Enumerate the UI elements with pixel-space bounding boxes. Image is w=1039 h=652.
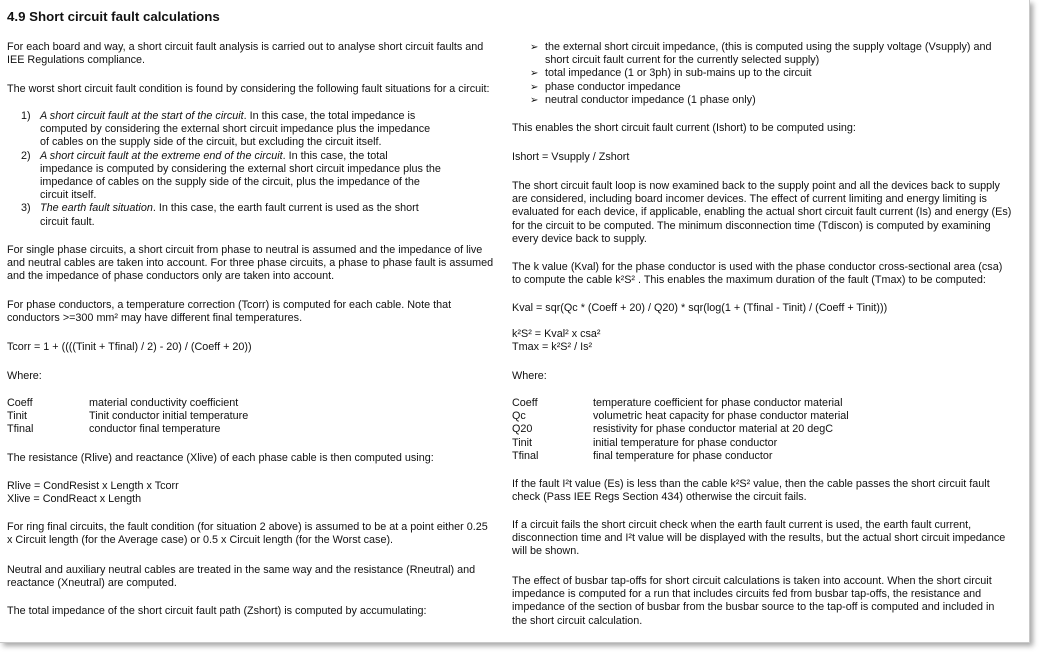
- definition-desc: material conductivity coefficient: [89, 397, 239, 409]
- definition-term: Coeff: [512, 397, 538, 409]
- case-heading: The earth fault situation: [40, 202, 153, 215]
- ishort-intro: This enables the short circuit fault current (Ishort) to be computed using:: [512, 122, 856, 134]
- busbar-paragraph: The effect of busbar tap-offs for short circuit calculations is taken into account. When the short circuit impedance is computed for a run that includes circuits fed from busbar tap-offs, the resistance and impedance of the section of busbar from the busbar source to the tap-off is computed and included in the short circuit calculation.: [512, 575, 995, 627]
- definition-term: Q20: [512, 423, 533, 436]
- definition-term: Tfinal: [7, 423, 34, 436]
- intro-paragraph: For each board and way, a short circuit fault analysis is carried out to analyse short circuit faults and IEE Regulations compliance.: [7, 41, 484, 67]
- chevron-right-icon: ➢: [530, 94, 539, 106]
- definition-row: [512, 423, 849, 436]
- ishort-formula: Ishort = Vsupply / Zshort: [512, 151, 630, 163]
- chevron-right-icon: ➢: [530, 42, 539, 53]
- definition-term: Tinit: [7, 410, 27, 423]
- bullet-text: the external short circuit impedance, (this is computed using the supply voltage (Vsupply) and short circuit fault current for the currently selected supply): [545, 41, 992, 67]
- definition-row: [512, 450, 849, 463]
- section-title: 4.9 Short circuit fault calculations: [7, 9, 220, 24]
- total-impedance-paragraph: The total impedance of the short circuit fault path (Zshort) is computed by accumulating:: [7, 605, 427, 617]
- case-heading: A short circuit fault at the start of the circuit: [40, 110, 244, 122]
- where-label: Where:: [7, 370, 42, 382]
- definition-desc: final temperature for phase conductor: [593, 449, 773, 462]
- impedance-bullet-list: [530, 41, 1000, 107]
- definition-desc: temperature coefficient for phase conductor material: [593, 397, 843, 409]
- definition-desc: initial temperature for phase conductor: [593, 436, 778, 449]
- i2t-paragraph: If the fault I²t value (Es) is less than the cable k²S² value, then the cable passes the short circuit fault check (Pass IEE Regs Section 434) otherwise the circuit fails.: [512, 478, 990, 504]
- bullet-item: [530, 41, 1000, 67]
- definition-term: Tfinal: [512, 449, 539, 462]
- chevron-right-icon: ➢: [530, 81, 539, 93]
- bullet-text: total impedance (1 or 3ph) in sub-mains up to the circuit: [545, 67, 812, 80]
- case-text: . In this case, the total impedance is computed by considering the external short circuit impedance plus the impedance of cables on the supply side of the circuit, but excluding the circuit itself.: [40, 110, 431, 149]
- single-phase-paragraph: For single phase circuits, a short circuit from phase to neutral is assumed and the impedance of live and neutral cables are taken into account. For three phase circuits, a phase to phase fault is assumed and the impedance of phase conductors only are taken into account.: [7, 244, 494, 283]
- definition-row: [512, 437, 849, 450]
- k2s2-formula: k²S² = Kval² x csa²: [512, 328, 601, 340]
- definition-row: [7, 410, 248, 423]
- kval-paragraph: The k value (Kval) for the phase conductor is used with the phase conductor cross-sectional area (csa) to compute the cable k²S² . This enables the maximum duration of the fault (Tmax) to be computed:: [512, 261, 1003, 287]
- definition-term: Qc: [512, 410, 526, 423]
- fault-cases-list: [21, 110, 441, 229]
- definition-row: [512, 397, 849, 410]
- definition-desc: Tinit conductor initial temperature: [89, 410, 249, 423]
- fault-loop-paragraph: The short circuit fault loop is now examined back to the supply point and all the devices back to supply are considered, including board incomer devices. The effect of current limiting and energy limiting is evaluated for each device, if applicable, enabling the actual short circuit fault current (Is) and energy (Es) for the circuit to be computed. The minimum disconnection time (Tdiscon) is computed by examining every device back to supply.: [512, 180, 1012, 245]
- case-text: . In this case, the total impedance is computed by considering the external short circuit impedance plus the impedance of cables on the supply side of the circuit, plus the impedance of the circuit itself.: [40, 149, 441, 202]
- definition-row: [7, 423, 248, 436]
- tmax-formula: Tmax = k²S² / Is²: [512, 341, 593, 353]
- right-definitions: [512, 397, 849, 463]
- definition-term: Tinit: [512, 436, 532, 449]
- definition-row: [512, 410, 849, 423]
- case-number: 3): [21, 202, 31, 215]
- rlive-formula: Rlive = CondResist x Length x Tcorr: [7, 480, 179, 492]
- temperature-correction-paragraph: For phase conductors, a temperature correction (Tcorr) is computed for each cable. Note that conductors >=300 mm² may have different final temperatures.: [7, 299, 452, 325]
- resistance-paragraph: The resistance (Rlive) and reactance (Xlive) of each phase cable is then computed using:: [7, 452, 434, 464]
- definition-desc: conductor final temperature: [89, 423, 221, 436]
- case-heading: A short circuit fault at the extreme end of the circuit: [40, 149, 283, 162]
- left-definitions: [7, 397, 248, 437]
- definition-desc: volumetric heat capacity for phase conductor material: [593, 410, 849, 423]
- neutral-paragraph: Neutral and auxiliary neutral cables are treated in the same way and the resistance (Rneutral) and reactance (Xneutral) are computed.: [7, 564, 476, 590]
- ring-circuit-paragraph: For ring final circuits, the fault condition (for situation 2 above) is assumed to be at a point either 0.25 x Circuit length (for the Average case) or 0.5 x Circuit length (for the Worst case).: [7, 521, 488, 547]
- definition-term: Coeff: [7, 397, 33, 409]
- bullet-item: [530, 67, 1000, 80]
- case-text: . In this case, the earth fault current is used as the short circuit fault.: [40, 202, 419, 228]
- where-label: Where:: [512, 370, 547, 382]
- case-number: 2): [21, 149, 31, 162]
- definition-row: [7, 397, 248, 410]
- fault-situations-intro: The worst short circuit fault condition is found by considering the following fault situations for a circuit:: [7, 83, 490, 95]
- bullet-item: [530, 94, 1000, 107]
- tcorr-formula: Tcorr = 1 + ((((Tinit + Tfinal) / 2) - 20) / (Coeff + 20)): [7, 341, 252, 353]
- chevron-right-icon: ➢: [530, 68, 539, 80]
- fault-case-1: [21, 110, 441, 150]
- fault-case-2: [21, 150, 441, 203]
- bullet-text: phase conductor impedance: [545, 80, 681, 93]
- kval-formula: Kval = sqr(Qc * (Coeff + 20) / Q20) * sqr(log(1 + (Tfinal - Tinit) / (Coeff + Tinit))): [512, 302, 888, 314]
- bullet-text: neutral conductor impedance (1 phase only): [545, 93, 756, 106]
- xlive-formula: Xlive = CondReact x Length: [7, 493, 142, 505]
- earth-fault-fail-paragraph: If a circuit fails the short circuit check when the earth fault current is used, the earth fault current, disconnection time and I²t value will be displayed with the results, but the actual short circuit impedance will be shown.: [512, 519, 1006, 558]
- fault-case-3: [21, 202, 441, 228]
- bullet-item: [530, 81, 1000, 94]
- definition-desc: resistivity for phase conductor material at 20 degC: [593, 423, 834, 436]
- case-number: 1): [21, 110, 31, 122]
